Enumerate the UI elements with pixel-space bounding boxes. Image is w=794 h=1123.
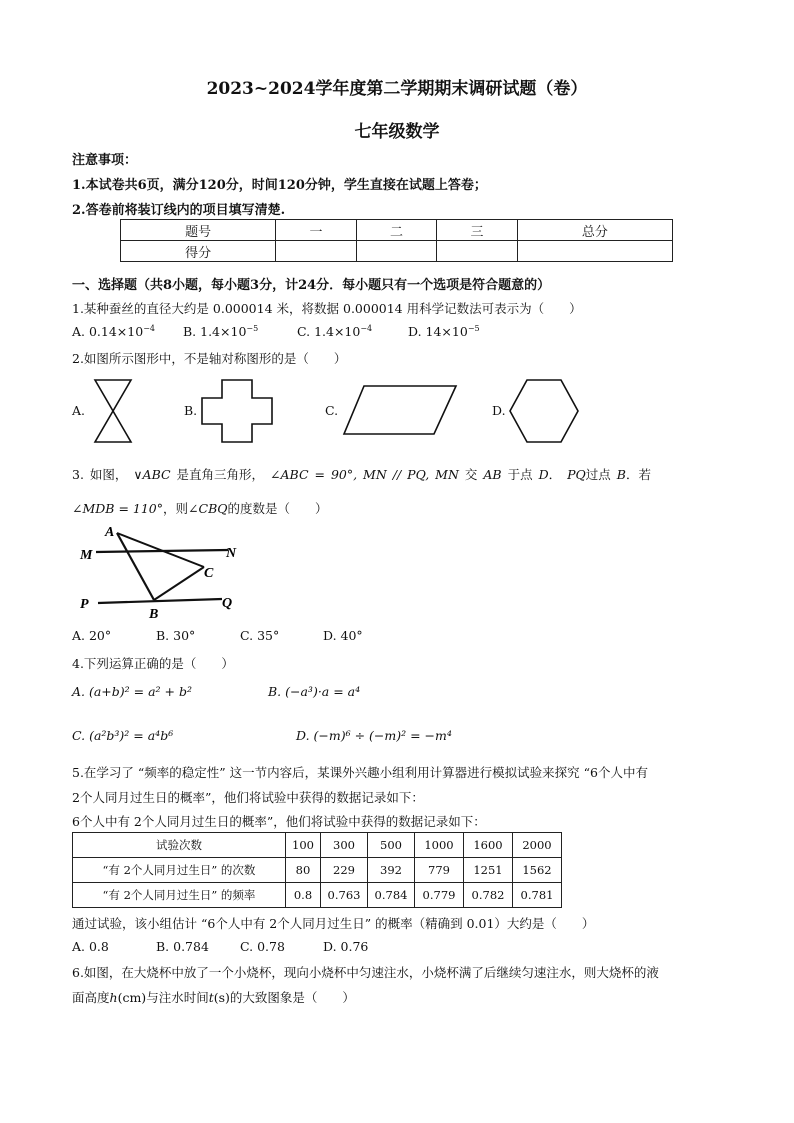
q3-math: ∨ABC xyxy=(133,467,171,482)
q3-text: ． xyxy=(548,467,562,482)
q3-option-b: B. 30° xyxy=(156,628,196,643)
point-label-p: P xyxy=(80,597,89,612)
parallelogram-icon xyxy=(342,384,458,436)
q3-option-a: A. 20° xyxy=(72,628,112,643)
q4-option-a: A. (a+b)² = a² + b² xyxy=(72,684,192,699)
segment-bc xyxy=(154,567,204,600)
q6-line-2 xyxy=(72,988,355,1006)
segment-ab xyxy=(117,533,154,600)
score-header-cell: 三 xyxy=(437,220,518,241)
q6-math: t xyxy=(208,990,214,1005)
table-cell: 1600 xyxy=(464,833,513,858)
q3-text: 的度数是（ ） xyxy=(227,501,328,516)
q3-math: PQ xyxy=(567,467,586,482)
table-cell: 0.763 xyxy=(321,883,368,908)
q1-option-b xyxy=(183,324,258,339)
table-cell: 0.8 xyxy=(286,883,321,908)
table-cell: 试验次数 xyxy=(73,833,286,858)
q2-label-a: A. xyxy=(72,403,86,418)
q3-math: D xyxy=(538,467,549,482)
q4-option-b: B. (−a³)·a = a⁴ xyxy=(268,684,361,699)
q4-option-d: D. (−m)⁶ ÷ (−m)² = −m⁴ xyxy=(296,728,452,743)
score-header-cell: 二 xyxy=(356,220,437,241)
q1-option-d-exp: −5 xyxy=(467,323,480,333)
table-cell: 0.782 xyxy=(464,883,513,908)
q1-option-d-base: D. 14×10 xyxy=(408,324,468,339)
q3-math: AB xyxy=(483,467,502,482)
q2-label-b: B. xyxy=(184,403,198,418)
table-cell: “有 2个人同月过生日” 的次数 xyxy=(73,858,286,883)
q5-line-1: 5.在学习了 “频率的稳定性” 这一节内容后，某课外兴趣小组利用计算器进行模拟试验来探究 “6个人中有 xyxy=(72,765,648,780)
score-header-cell: 题号 xyxy=(121,220,276,241)
score-cell[interactable] xyxy=(276,241,357,262)
score-row-label: 得分 xyxy=(121,241,276,262)
table-cell: 229 xyxy=(321,858,368,883)
table-cell: 392 xyxy=(368,858,415,883)
table-cell: 1251 xyxy=(464,858,513,883)
q3-math: ∠MDB = 110° xyxy=(72,501,164,516)
table-cell: 300 xyxy=(321,833,368,858)
score-header-cell: 一 xyxy=(276,220,357,241)
q5-conclusion: 通过试验，该小组估计 “6个人中有 2个人同月过生日” 的概率（精确到 0.01）大约是（ ） xyxy=(72,916,595,931)
q3-math: B xyxy=(616,467,626,482)
q2-stem: 2.如图所示图形中，不是轴对称图形的是（ ） xyxy=(72,351,347,366)
table-cell: “有 2个人同月过生日” 的频率 xyxy=(73,883,286,908)
q2-label-d: D. xyxy=(492,403,506,418)
q2-label-c: C. xyxy=(325,403,339,418)
q1-option-c-base: C. 1.4×10 xyxy=(297,324,361,339)
notice-item-1: 1.本试卷共6页，满分120分，时间120分钟，学生直接在试题上答卷； xyxy=(72,178,487,193)
table-cell: 0.781 xyxy=(513,883,562,908)
exam-title: 2023~2024学年度第二学期期末调研试题（卷） xyxy=(206,79,588,99)
hexagon-icon xyxy=(508,378,580,444)
table-cell: 500 xyxy=(368,833,415,858)
q1-stem: 1.某种蚕丝的直径大约是 0.000014 米，将数据 0.000014 用科学记数法可表示为（ ） xyxy=(72,301,582,316)
q6-math: h xyxy=(109,990,118,1005)
table-cell: 0.779 xyxy=(415,883,464,908)
q1-option-c xyxy=(297,324,372,339)
q4-option-c: C. (a²b³)² = a⁴b⁶ xyxy=(72,728,174,743)
point-label-b: B xyxy=(149,607,159,622)
table-cell: 80 xyxy=(286,858,321,883)
q5-line-3: 6个人中有 2个人同月过生日的概率”，他们将试验中获得的数据记录如下： xyxy=(72,814,486,829)
q4-stem: 4.下列运算正确的是（ ） xyxy=(72,656,234,671)
q1-option-b-exp: −5 xyxy=(246,323,259,333)
table-cell: 0.784 xyxy=(368,883,415,908)
exam-subtitle: 七年级数学 xyxy=(354,122,440,142)
q1-option-a xyxy=(72,324,155,339)
q6-text: (s) xyxy=(213,990,230,1005)
q6-text: 的大致图象是（ ） xyxy=(229,990,355,1005)
score-cell[interactable] xyxy=(356,241,437,262)
table-row xyxy=(73,858,562,883)
table-row xyxy=(73,833,562,858)
score-header-cell: 总分 xyxy=(517,220,672,241)
q3-line-1 xyxy=(72,465,651,483)
q5-option-c: C. 0.78 xyxy=(240,939,285,954)
q3-text: 交 xyxy=(464,467,478,482)
score-table-header-row xyxy=(121,220,673,241)
q3-text: 过点 xyxy=(585,467,611,482)
table-cell: 1562 xyxy=(513,858,562,883)
notice-heading: 注意事项： xyxy=(72,153,138,168)
line-pq xyxy=(98,599,222,603)
q1-option-d xyxy=(408,324,480,339)
q3-text: 是直角三角形， xyxy=(176,467,265,482)
q3-text: 3. 如图， xyxy=(72,467,128,482)
q1-option-c-exp: −4 xyxy=(360,323,373,333)
q5-option-d: D. 0.76 xyxy=(323,939,369,954)
point-label-m: M xyxy=(80,548,93,563)
table-cell: 100 xyxy=(286,833,321,858)
q3-figure xyxy=(76,522,246,622)
q3-math: ∠CBQ xyxy=(188,501,228,516)
point-label-a: A xyxy=(105,525,115,540)
q6-text: 与注水时间 xyxy=(146,990,209,1005)
q3-text: ，则 xyxy=(163,501,189,516)
q3-text: ．若 xyxy=(625,467,651,482)
score-cell[interactable] xyxy=(437,241,518,262)
cross-icon xyxy=(200,378,274,444)
q3-option-d: D. 40° xyxy=(323,628,363,643)
score-cell[interactable] xyxy=(517,241,672,262)
q1-option-a-exp: −4 xyxy=(143,323,155,333)
table-cell: 1000 xyxy=(415,833,464,858)
q3-text: 于点 xyxy=(507,467,533,482)
q6-line-1: 6.如图，在大烧杯中放了一个小烧杯，现向小烧杯中匀速注水，小烧杯满了后继续匀速注水，则大烧杯的液 xyxy=(72,965,659,980)
q3-line-2 xyxy=(72,499,328,517)
q5-option-a: A. 0.8 xyxy=(72,939,109,954)
point-label-c: C xyxy=(204,566,214,581)
q3-option-c: C. 35° xyxy=(240,628,280,643)
section1-heading: 一、选择题（共8小题，每小题3分，计24分．每小题只有一个选项是符合题意的） xyxy=(72,278,551,293)
score-table-value-row xyxy=(121,241,673,262)
q5-line-2: 2个人同月过生日的概率”，他们将试验中获得的数据记录如下： xyxy=(72,790,424,805)
q6-text: (cm) xyxy=(117,990,147,1005)
point-label-n: N xyxy=(226,546,237,561)
q5-option-b: B. 0.784 xyxy=(156,939,209,954)
table-row xyxy=(73,883,562,908)
q5-data-table xyxy=(72,832,562,908)
table-cell: 2000 xyxy=(513,833,562,858)
hourglass-icon xyxy=(93,378,133,444)
table-cell: 779 xyxy=(415,858,464,883)
score-table xyxy=(120,219,673,262)
q1-option-a-base: A. 0.14×10 xyxy=(72,324,144,339)
q3-math: ∠ABC = 90°, MN // PQ, MN xyxy=(270,467,459,482)
q6-text: 面高度 xyxy=(72,990,110,1005)
notice-item-2: 2.答卷前将装订线内的项目填写清楚. xyxy=(72,203,286,218)
point-label-q: Q xyxy=(222,596,233,611)
q1-option-b-base: B. 1.4×10 xyxy=(183,324,247,339)
